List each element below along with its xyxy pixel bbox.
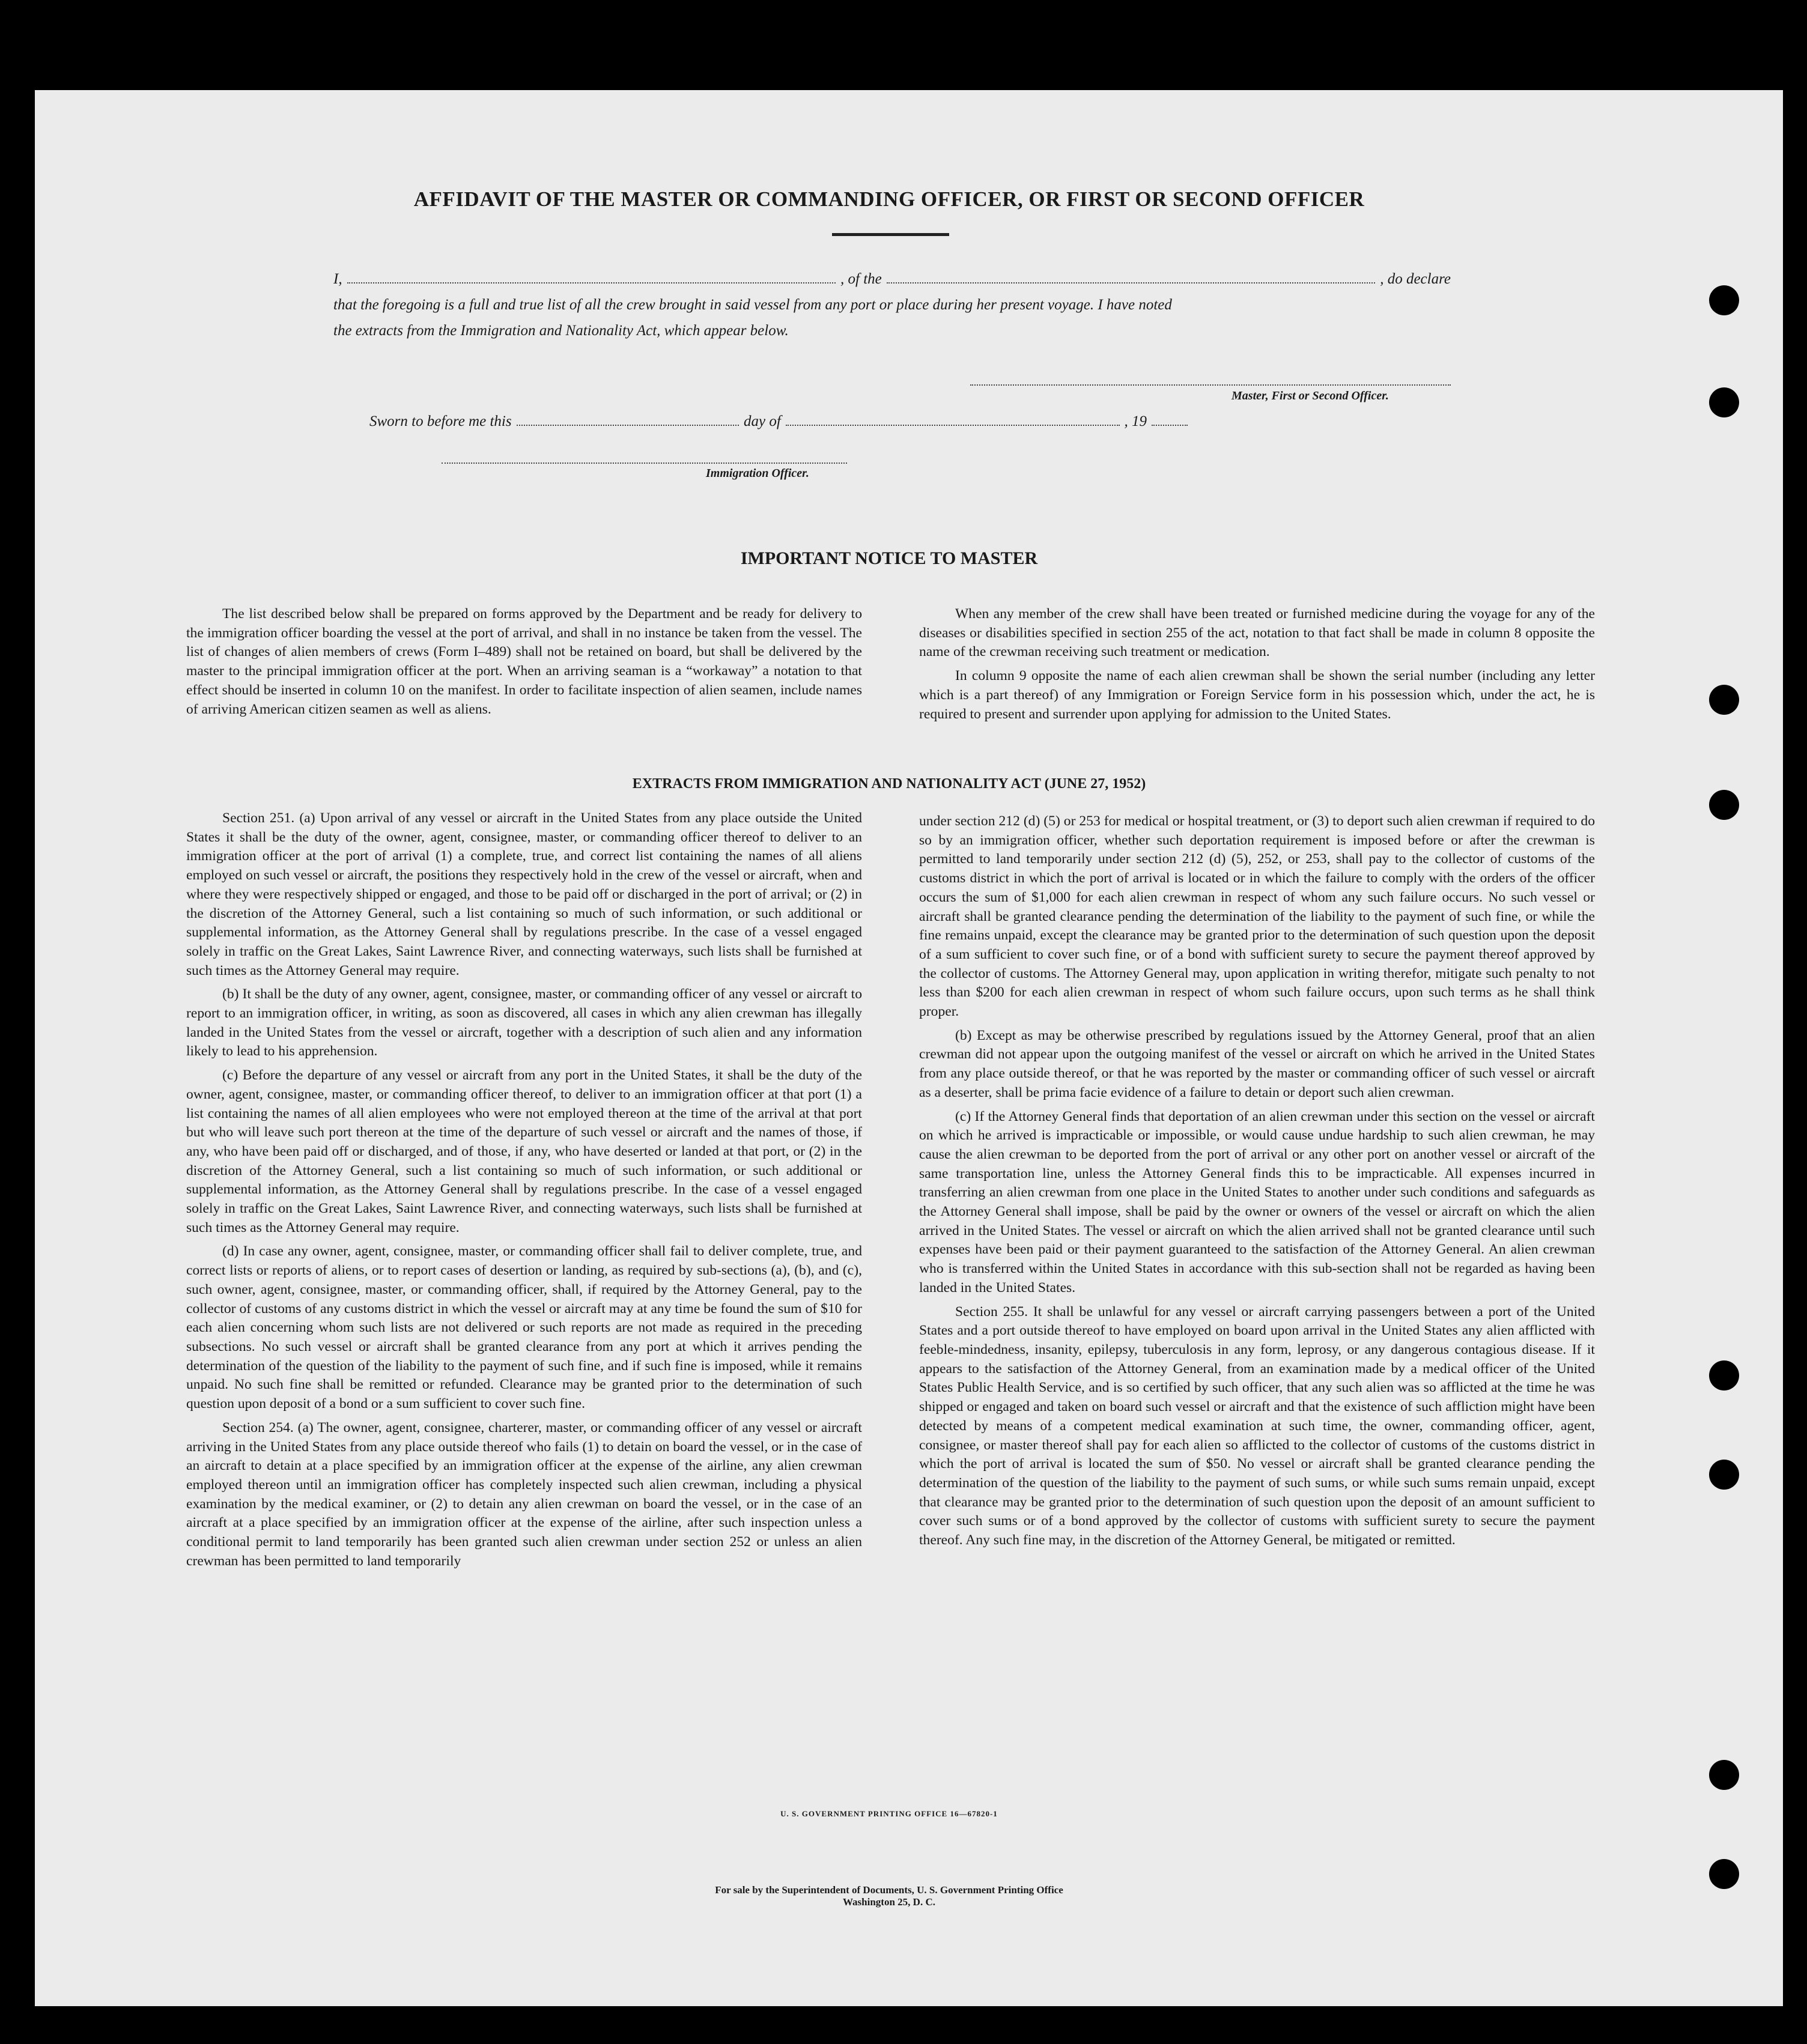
extract-paragraph: (b) Except as may be otherwise prescribed by regulations issued by the Attorney General, proof that an alien crewman did not appear upon the outgoing manifest of the vessel or aircraft on which he arrived in the United States from any place outside thereof, or that he was reported by the master or commanding officer of such vessel or aircraft as a deserter, shall be prima facie evidence of a failure to detain or deport such alien crewman. — [919, 1027, 1595, 1100]
name-field[interactable] — [347, 282, 836, 284]
notice-paragraph: The list described below shall be prepared on forms approved by the Department and be ready for delivery to the immigration officer boarding the vessel at the port of arrival, and shall in no instance be taken from the vessel. The list of changes of alien members of crews (Form I–489) shall not be retained on board, but shall be delivered by the master to the principal immigration officer at the port. When an arriving seaman is a “workaway” a notation to that effect should be inserted in column 10 on the manifest. In order to facilitate inspection of alien seamen, include names of arriving American citizen seamen as well as aliens. — [186, 606, 862, 717]
sworn-label: Sworn to before me this — [369, 413, 512, 429]
sworn-month-field[interactable] — [786, 425, 1120, 426]
binder-hole — [1709, 1460, 1739, 1490]
notice-paragraph: In column 9 opposite the name of each alien crewman shall be shown the serial number (including any letter which is a part thereof) of any Immigration or Foreign Service form in his possession which, under the act, he is required to present and surrender upon applying for admission to the United States. — [919, 668, 1595, 722]
notice-left-column — [186, 605, 862, 724]
extract-paragraph: (b) It shall be the duty of any owner, agent, consignee, master, or commanding officer of any vessel or aircraft to report to an immigration officer, in writing, as soon as discovered, all cases in which any alien crewman has illegally landed in the United States from the vessel or aircraft, together with a description of such alien and any information likely to lead to his apprehension. — [186, 986, 862, 1060]
extracts-left-column — [186, 809, 862, 1575]
binder-hole — [1709, 1760, 1739, 1790]
of-the-label: , of the — [840, 271, 882, 287]
extract-paragraph: under section 212 (d) (5) or 253 for medical or hospital treatment, or (3) to deport such alien crewman if required to do so by an immigration officer, whether such deportation requirement is imposed before or after the crewman is permitted to land temporarily under section 212 (d) (5), 252, or 253, shall pay to the collector of customs of the customs district in which the port of arrival is located or in which the failure to comply with the orders of the officer occurs the sum of $1,000 for each alien crewman in respect of whom any such failure occurs. No such vessel or aircraft shall be granted clearance pending the determination of the liability to the payment of such fine, or while the fine remains unpaid, except the clearance may be granted prior to the determination of such question upon the deposit of a sum sufficient to cover such fine, or of a bond with sufficient surety to secure the payment thereof approved by the collector of customs. The Attorney General may, upon application in writing therefor, mitigate such penalty to not less than $200 for each alien crewman in respect of whom such failure occurs, upon such terms as he shall think proper. — [919, 813, 1595, 1020]
sworn-line — [333, 408, 1192, 434]
extract-paragraph: Section 254. (a) The owner, agent, consignee, charterer, master, or commanding officer of any vessel or aircraft arriving in the United States from any place outside thereof who fails (1) to detain on board the vessel, or in the case of an aircraft to detain at a place specified by an immigration officer at the expense of the airline, any alien crewman employed thereon until an immigration officer has completely inspected such alien crewman, including a physical examination by the medical examiner, or (2) to detain any alien crewman on board the vessel, or in the case of an aircraft at a place specified by an immigration officer at the expense of the airline, after such inspection unless a conditional permit to land temporarily has been granted such alien crewman under section 252 or unless an alien crewman has been permitted to land temporarily — [186, 1419, 862, 1569]
statement-line: that the foregoing is a full and true list of all the crew brought in said vessel from any port or place during her present voyage. I have noted — [333, 297, 1172, 313]
extract-paragraph: (c) Before the departure of any vessel or aircraft from any port in the United States, it shall be the duty of the owner, agent, consignee, master, or commanding officer thereof, to deliver to an immigration officer at that port (1) a list containing the names of all alien employees who were not employed thereon at the time of the arrival at that port but who will leave such port thereon at the time of the departure of such vessel or aircraft and the names of those, if any, who have been paid off or discharged, and of those, if any, who have deserted or landed at that port, or (2) in the discretion of the Attorney General, such a list containing so much of such information, or such additional or supplemental information, as the Attorney General shall by regulations prescribe. In the case of a vessel engaged solely in traffic on the Great Lakes, Saint Lawrence River, and connecting waterways, such lists shall be furnished at such times as the Attorney General may require. — [186, 1067, 862, 1236]
binder-hole — [1709, 387, 1739, 417]
extract-paragraph: Section 255. It shall be unlawful for any vessel or aircraft carrying passengers between a port of the United States and a port outside thereof to have employed on board upon arrival in the United States any alien afflicted with feeble-mindedness, insanity, epilepsy, tuberculosis in any form, leprosy, or any dangerous contagious disease. If it appears to the satisfaction of the Attorney General, from an examination made by a medical officer of the United States Public Health Service, and is so certified by such officer, that any such alien was so afflicted at the time he was shipped or engaged and taken on board such vessel or aircraft and that the existence of such affliction might have been detected by means of a competent medical examination at such time, the owner, commanding officer, agent, consignee, or master thereof shall pay for each alien so afflicted to the collector of customs of the customs district in which the port of arrival is located the sum of $50. No vessel or aircraft shall be granted clearance pending the determination of the question of the liability to the payment of such sums, or while such sums remain unpaid, except that clearance may be granted prior to the determination of such question upon the deposit of an amount sufficient to cover such sums or of a bond approved by the collector of customs with sufficient surety to secure the payment thereof. Any such fine may, in the discretion of the Attorney General, be mitigated or remitted. — [919, 1303, 1595, 1548]
master-signature-line[interactable] — [970, 384, 1451, 386]
affidavit-title: AFFIDAVIT OF THE MASTER OR COMMANDING OFFICER, OR FIRST OR SECOND OFFICER — [413, 187, 1365, 211]
notice-paragraph: When any member of the crew shall have been treated or furnished medicine during the voyage for any of the diseases or disabilities specified in section 255 of the act, notation to that fact shall be made in column 8 opposite the name of the crewman receiving such treatment or medication. — [919, 606, 1595, 660]
declaration-block — [333, 266, 1451, 344]
sale-line: Washington 25, D. C. — [843, 1896, 935, 1908]
binder-hole — [1709, 285, 1739, 315]
statement-line: the extracts from the Immigration and Nationality Act, which appear below. — [333, 323, 789, 339]
day-of-label: day of — [744, 413, 781, 429]
extract-paragraph: (c) If the Attorney General finds that deportation of an alien crewman under this section on the vessel or aircraft on which he arrived is impracticable or impossible, or would cause undue hardship to such alien crewman, he may cause the alien crewman to be deported from the port of arrival or any other port on another vessel or aircraft of the same transportation line, unless the Attorney General finds this to be impracticable. All expenses incurred in transferring an alien crewman from one place in the United States to another under such conditions and safeguards as the Attorney General shall impose, shall be paid by the owner or owners of the vessel or aircraft on which the alien arrived in the United States. The vessel or aircraft on which the alien arrived shall not be granted clearance until such expenses have been paid or their payment guaranteed to the satisfaction of the Attorney General. An alien crewman who is transferred within the United States in accordance with this sub-section shall not be regarded as having been landed in the United States. — [919, 1108, 1595, 1296]
immigration-officer-caption: Immigration Officer. — [706, 467, 809, 480]
binder-hole — [1709, 685, 1739, 715]
title-rule — [832, 233, 949, 236]
notice-heading: IMPORTANT NOTICE TO MASTER — [740, 548, 1038, 568]
extract-paragraph: Section 251. (a) Upon arrival of any vessel or aircraft in the United States from any place outside the United States it shall be the duty of the owner, agent, consignee, master, or commanding officer thereof to deliver to an immigration officer at the port of arrival (1) a complete, true, and correct list containing the names of all aliens employed on such vessel or aircraft, the positions they respectively hold in the crew of the vessel or aircraft, when and where they were respectively shipped or engaged, and those to be paid off or discharged in the port of arrival; or (2) in the discretion of the Attorney General, such a list containing so much of such information, or such additional or supplemental information, as the Attorney General shall by regulations prescribe. In the case of a vessel engaged solely in traffic on the Great Lakes, Saint Lawrence River, and connecting waterways, such lists shall be furnished at such times as the Attorney General may require. — [186, 810, 862, 978]
extracts-right-column — [919, 812, 1595, 1555]
binder-hole — [1709, 1360, 1739, 1390]
i-label: I, — [333, 271, 342, 287]
notice-right-column — [919, 605, 1595, 729]
immigration-officer-signature-line[interactable] — [442, 462, 847, 464]
year-label: , 19 — [1124, 413, 1147, 429]
sale-notice — [541, 1884, 1238, 1908]
sworn-year-field[interactable] — [1152, 425, 1188, 426]
sworn-day-field[interactable] — [517, 425, 739, 426]
binder-hole — [1709, 790, 1739, 820]
vessel-field[interactable] — [887, 282, 1375, 284]
extracts-heading: EXTRACTS FROM IMMIGRATION AND NATIONALITY ACT (JUNE 27, 1952) — [632, 776, 1146, 792]
sale-line: For sale by the Superintendent of Documents, U. S. Government Printing Office — [715, 1884, 1063, 1896]
do-declare-label: , do declare — [1380, 271, 1451, 287]
master-caption: Master, First or Second Officer. — [1231, 389, 1389, 402]
printing-office-line: U. S. GOVERNMENT PRINTING OFFICE 16—67820-1 — [780, 1809, 998, 1818]
extract-paragraph: (d) In case any owner, agent, consignee, master, or commanding officer shall fail to deliver complete, true, and correct lists or reports of aliens, or to report cases of desertion or landing, as required by sub-sections (a), (b), and (c), such owner, agent, consignee, master, or commanding officer, shall, if required by the Attorney General, pay to the collector of customs of any customs district in which the vessel or aircraft may at any time be found the sum of $10 for each alien concerning whom such lists are not delivered or such reports are not made as required in the preceding subsections. No such vessel or aircraft shall be granted clearance from any port at which it arrives pending the determination of the question of the liability to the payment of such fine, and if such fine is imposed, while it remains unpaid. No such fine shall be remitted or refunded. Clearance may be granted prior to the determination of such question upon deposit of a bond or a sum sufficient to cover such fine. — [186, 1243, 862, 1412]
binder-hole — [1709, 1859, 1739, 1889]
